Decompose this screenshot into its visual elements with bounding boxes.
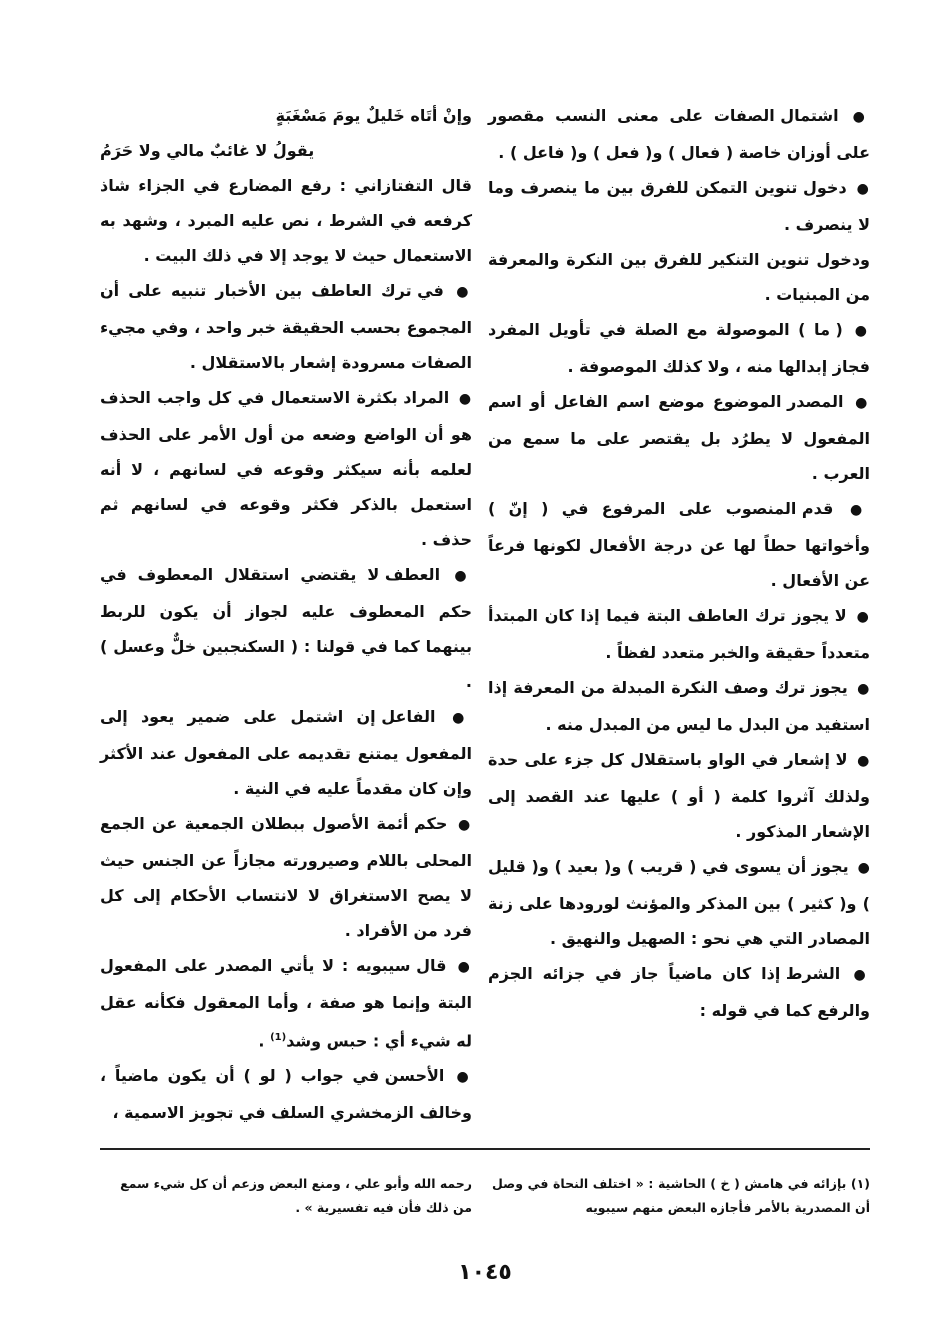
- paragraph-text: الأحسن في جواب ( لو ) أن يكون ماضياً ، وخالف الزمخشري السلف في تجويز الاسمية ،: [100, 1066, 472, 1123]
- bullet-icon: ●: [847, 395, 871, 411]
- paragraph: [488, 491, 870, 598]
- bullet-icon: ●: [842, 109, 870, 125]
- paragraph: [488, 598, 870, 670]
- text-columns: [100, 98, 870, 1130]
- paragraph-text: الشرط إذا كان ماضياً جاز في جزائه الجزم والرفع كما في قوله :: [488, 964, 870, 1020]
- footnote-part-1: (١) بإزائه في هامش ( خ ) الحاشية : « اختلف النحاة في وصل أن المصدرية بالأمر فأجازه البعض منهم سيبويه: [492, 1176, 870, 1216]
- bullet-icon: ●: [852, 860, 870, 876]
- bullet-icon: ●: [439, 710, 473, 726]
- footnote-ref[interactable]: (1): [270, 1032, 287, 1043]
- page-number: ١٠٤٥: [458, 1260, 512, 1286]
- verse-line-1: وإنْ أتَاه خَليلٌ يومَ مَسْغَبَةٍ: [275, 106, 472, 125]
- paragraph-text: يجوز أن يسوى في ( قريب ) و( بعيد ) و( قليل ) و( كثير ) بين المذكر والمؤنث لورودها على زنة المصادر التي هي نحو : الصهيل والنهيق .: [488, 857, 870, 948]
- paragraph: [488, 849, 870, 956]
- paragraph: [488, 384, 870, 491]
- paragraph-text: في ترك العاطف بين الأخبار تنبيه على أن المجموع بحسب الحقيقة خبر واحد ، وفي مجيء الصفات مسرودة إشعار بالاستقلال .: [100, 281, 472, 372]
- paragraph-text: المراد بكثرة الاستعمال في كل واجب الحذف هو أن الواضع وضعه من أول الأمر على الحذف لعلمه بأنه سيكثر وقوعه في لسانهم ، لا أنه استعمل بالذكر فكثر وقوعه في لسانهم ثم حذف .: [100, 388, 472, 549]
- paragraph-text: ( ما ) الموصولة مع الصلة في تأويل المفرد فجاز إبدالها منه ، ولا كذلك الموصوفة .: [488, 320, 870, 376]
- footnote-divider: [100, 1148, 870, 1150]
- paragraph: [488, 670, 870, 742]
- paragraph-text: قدم المنصوب على المرفوع في ( إنّ ) وأخواتها حطاً لها عن درجة الأفعال لكونها فرعاً عن الأفعال .: [488, 499, 870, 590]
- paragraph-text: العطف لا يقتضي استقلال المعطوف في حكم المعطوف عليه لجواز أن يكون للربط بينهما كما في قولنا : ( السكنجبين خلٌّ وعسل ) .: [100, 565, 472, 691]
- paragraph: [488, 242, 870, 312]
- right-column: [488, 98, 870, 1028]
- bullet-icon: ●: [448, 1069, 472, 1086]
- bullet-icon: ●: [850, 181, 870, 197]
- footnotes: [100, 1172, 870, 1220]
- paragraph-text: ودخول تنوين التنكير للفرق بين النكرة والمعرفة من المبنيات .: [488, 250, 870, 304]
- paragraph: [100, 380, 472, 557]
- footnote-part-2: رحمه الله وأبو علي ، ومنع البعض وزعم أن كل شيء سمع من ذلك فأن فيه تفسيرية » .: [120, 1176, 472, 1216]
- poetry-verse: [100, 98, 472, 168]
- paragraph-text: الفاعل إن اشتمل على ضمير يعود إلى المفعول يمتنع تقديمه على المفعول عند الأكثر وإن كان مقدماً عليه في النية .: [100, 707, 472, 798]
- paragraph-text: يجوز ترك وصف النكرة المبدلة من المعرفة إذا استفيد من البدل ما ليس من المبدل منه .: [488, 678, 870, 734]
- bullet-icon: ●: [451, 817, 473, 833]
- paragraph: [488, 98, 870, 170]
- paragraph: [488, 742, 870, 849]
- bullet-icon: ●: [453, 391, 473, 407]
- bullet-icon: ●: [851, 681, 870, 697]
- bullet-icon: ●: [844, 967, 870, 983]
- paragraph: [100, 1058, 472, 1130]
- paragraph: [100, 168, 472, 273]
- bullet-icon: ●: [837, 502, 871, 518]
- verse-line-2: يقولُ لا غائبٌ مالي ولا حَرَمُ: [100, 141, 315, 160]
- paragraph-text: حكم أئمة الأصول ببطلان الجمعية عن الجمع المحلى باللام وصيرورته مجازاً عن الجنس حيث لا يصح الاستغراق لا لانتساب الأحكام إلى كل فرد من الأفراد .: [100, 814, 472, 940]
- paragraph: [488, 170, 870, 242]
- left-column: [100, 98, 472, 1130]
- paragraph: [100, 806, 472, 948]
- bullet-icon: ●: [846, 323, 870, 339]
- paragraph-text: المصدر الموضوع موضع اسم الفاعل أو اسم المفعول لا يطرُد بل يقتصر على ما سمع من العرب .: [488, 392, 870, 483]
- paragraph-text: لا يجوز ترك العاطف البتة فيما إذا كان المبتدأ متعدداً حقيقة والخبر متعدد لفظاً .: [488, 606, 870, 662]
- paragraph-tail: .: [258, 1031, 271, 1051]
- paragraph-text: لا إشعار في الواو باستقلال كل جزء على حدة ولذلك آثروا كلمة ( أو ) عليها عند القصد إلى الإشعار المذكور .: [488, 750, 870, 841]
- paragraph: [488, 312, 870, 384]
- paragraph: [100, 699, 472, 806]
- left-paragraphs: [100, 168, 472, 1130]
- bullet-icon: ●: [444, 568, 473, 584]
- paragraph-text: قال سيبويه : لا يأتي المصدر على المفعول البتة وإنما هو صفة ، وأما المعقول فكأنه عقل له شيء أي : حبس وشد: [100, 956, 472, 1051]
- paragraph: [100, 557, 472, 699]
- paragraph: [488, 956, 870, 1028]
- bullet-icon: ●: [447, 284, 472, 300]
- paragraph-text: اشتمال الصفات على معنى النسب مقصور على أوزان خاصة ( فعال ) و( فعل ) و( فاعل ) .: [488, 106, 870, 162]
- bullet-icon: ●: [850, 609, 870, 625]
- bullet-icon: ●: [851, 753, 870, 769]
- bullet-icon: ●: [450, 959, 473, 975]
- paragraph-text: قال التفتازاني : رفع المضارع في الجزاء شاذ كرفعه في الشرط ، نص عليه المبرد ، وشهد به الاستعمال حيث لا يوجد إلا في ذلك البيت .: [100, 176, 472, 265]
- paragraph: [100, 273, 472, 380]
- paragraph: [100, 948, 472, 1058]
- paragraph-text: دخول تنوين التمكن للفرق بين ما ينصرف وما لا ينصرف .: [488, 178, 870, 234]
